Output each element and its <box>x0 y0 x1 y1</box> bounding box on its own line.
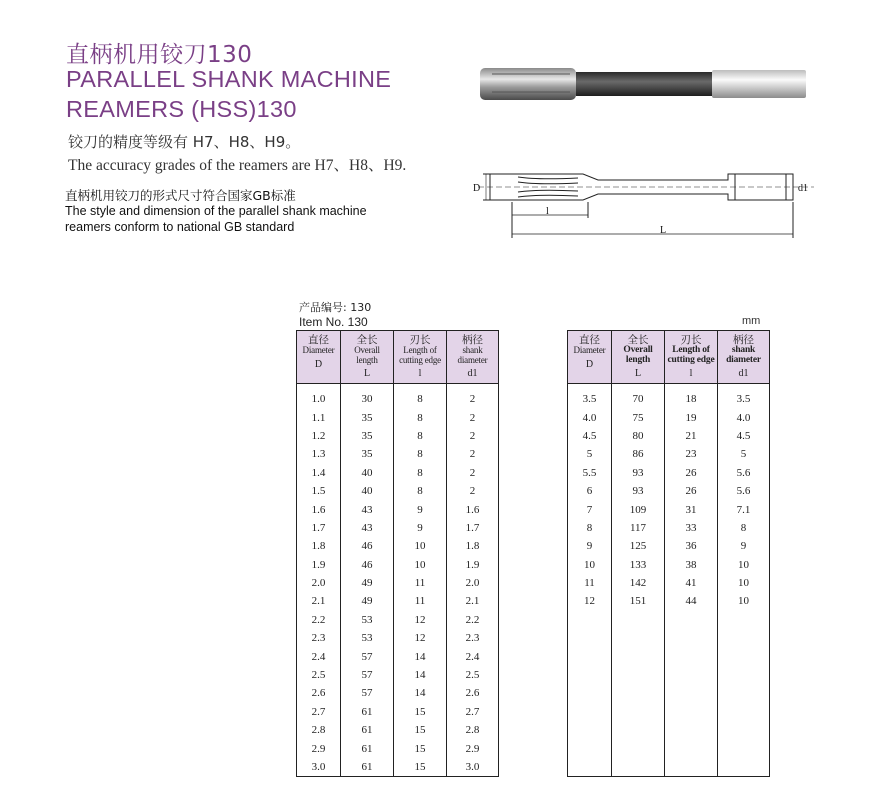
table-row <box>568 500 770 518</box>
reamer-technical-drawing <box>468 158 818 240</box>
table-row <box>568 647 770 665</box>
table-cell: 9 <box>394 519 447 537</box>
table-cell: 9 <box>394 500 447 518</box>
header-en-label: Diameter <box>573 345 606 355</box>
spec-table-1 <box>296 330 499 777</box>
table-row <box>568 574 770 592</box>
table-cell <box>568 739 612 757</box>
table-row <box>297 445 499 463</box>
accuracy-note-en: The accuracy grades of the reamers are H7、H8、H9. <box>68 157 407 174</box>
label-l: l <box>546 206 549 217</box>
table-cell: 8 <box>394 464 447 482</box>
table-row <box>568 384 770 409</box>
table-cell: 2.3 <box>447 629 499 647</box>
header-cn-label: 刃长 <box>680 334 702 346</box>
table-cell: 15 <box>394 703 447 721</box>
header-symbol: D <box>314 358 323 370</box>
table-cell: 109 <box>612 500 665 518</box>
header-symbol: L <box>634 368 642 379</box>
table-row <box>297 556 499 574</box>
table-cell <box>718 647 770 665</box>
table-cell: 35 <box>341 445 394 463</box>
table-cell: 61 <box>341 721 394 739</box>
table-row <box>297 574 499 592</box>
table-cell: 1.0 <box>297 384 341 409</box>
table-cell: 30 <box>341 384 394 409</box>
standard-note-en-line2: reamers conform to national GB standard <box>65 220 295 234</box>
table-row <box>297 482 499 500</box>
table-cell: 80 <box>612 427 665 445</box>
header-cn-label: 直径 <box>579 334 600 346</box>
table-cell: 2.1 <box>447 592 499 610</box>
table-cell: 93 <box>612 482 665 500</box>
table-cell: 2.7 <box>297 703 341 721</box>
table-cell: 10 <box>394 537 447 555</box>
header-symbol: D <box>585 358 594 370</box>
table-cell: 2.6 <box>447 684 499 702</box>
table-cell: 2.7 <box>447 703 499 721</box>
table-cell: 8 <box>394 408 447 426</box>
table-row <box>297 629 499 647</box>
column-header <box>612 331 665 384</box>
table-row <box>568 629 770 647</box>
table-cell: 57 <box>341 666 394 684</box>
table-cell <box>665 684 718 702</box>
table-cell: 57 <box>341 647 394 665</box>
table-cell <box>665 758 718 777</box>
table-cell: 1.9 <box>297 556 341 574</box>
table-row <box>568 758 770 777</box>
table-cell: 44 <box>665 592 718 610</box>
table-row <box>297 666 499 684</box>
standard-note-en-line1: The style and dimension of the parallel shank machine <box>65 204 367 218</box>
table-row <box>297 647 499 665</box>
table-cell: 4.5 <box>718 427 770 445</box>
table-cell: 14 <box>394 666 447 684</box>
table-cell: 7 <box>568 500 612 518</box>
table-cell <box>718 629 770 647</box>
table-cell: 1.9 <box>447 556 499 574</box>
table-cell: 2.6 <box>297 684 341 702</box>
table-cell: 46 <box>341 556 394 574</box>
header-cn-label: 全长 <box>356 334 378 346</box>
table-cell: 10 <box>718 574 770 592</box>
table-row <box>568 666 770 684</box>
table-cell <box>612 666 665 684</box>
table-cell <box>665 721 718 739</box>
header-cn-label: 刃长 <box>409 334 431 346</box>
table-row <box>297 721 499 739</box>
table-cell <box>568 703 612 721</box>
table-row <box>568 556 770 574</box>
table-cell <box>718 684 770 702</box>
header-en-label: shank <box>731 345 756 355</box>
table-cell: 1.8 <box>297 537 341 555</box>
table-cell: 3.5 <box>568 384 612 409</box>
table-row <box>568 611 770 629</box>
table-cell: 15 <box>394 721 447 739</box>
table-cell: 11 <box>568 574 612 592</box>
standard-note-cn: 直柄机用铰刀的形式尺寸符合国家GB标准 <box>65 188 296 203</box>
table-cell: 151 <box>612 592 665 610</box>
table-cell: 41 <box>665 574 718 592</box>
table-row <box>568 482 770 500</box>
table-cell: 1.6 <box>297 500 341 518</box>
table-cell <box>568 611 612 629</box>
table-cell: 2.0 <box>297 574 341 592</box>
table-cell <box>718 739 770 757</box>
table-cell <box>568 758 612 777</box>
table-cell: 15 <box>394 739 447 757</box>
table-row <box>568 519 770 537</box>
table-cell: 61 <box>341 739 394 757</box>
table-cell: 10 <box>394 556 447 574</box>
table-cell: 4.0 <box>718 408 770 426</box>
column-header <box>665 331 718 384</box>
column-header <box>718 331 770 384</box>
table-cell: 49 <box>341 574 394 592</box>
table-cell: 36 <box>665 537 718 555</box>
table-cell: 61 <box>341 758 394 777</box>
unit-label: mm <box>742 315 761 327</box>
table-cell <box>718 721 770 739</box>
table-cell: 12 <box>394 629 447 647</box>
table-cell: 8 <box>568 519 612 537</box>
label-d1: d1 <box>798 183 808 194</box>
table-cell <box>612 684 665 702</box>
table-row <box>297 408 499 426</box>
table-cell: 5.5 <box>568 464 612 482</box>
table-cell: 5.6 <box>718 482 770 500</box>
header-symbol: l <box>689 368 693 379</box>
header-symbol: d1 <box>467 368 478 379</box>
header-symbol: l <box>418 368 422 379</box>
table-cell: 40 <box>341 464 394 482</box>
table-cell <box>665 647 718 665</box>
spec-table-2 <box>567 330 770 777</box>
table-cell: 1.7 <box>297 519 341 537</box>
table-cell <box>665 739 718 757</box>
table-cell: 2.2 <box>447 611 499 629</box>
accuracy-note-cn: 铰刀的精度等级有 H7、H8、H9。 <box>68 133 301 151</box>
header-en-label: diameter <box>726 354 761 365</box>
header-en-label: Length of <box>672 345 710 355</box>
table-cell: 12 <box>568 592 612 610</box>
table-row <box>297 611 499 629</box>
table-cell: 2 <box>447 408 499 426</box>
table-cell: 8 <box>394 482 447 500</box>
header-cn-label: 柄径 <box>462 334 483 346</box>
table-cell: 10 <box>568 556 612 574</box>
table-cell: 10 <box>718 592 770 610</box>
column-header <box>297 331 341 384</box>
header-en-label: Length of <box>403 345 437 355</box>
table-cell: 2.4 <box>447 647 499 665</box>
table-row <box>568 703 770 721</box>
table-cell <box>718 703 770 721</box>
table-cell <box>718 758 770 777</box>
table-cell <box>665 629 718 647</box>
table-cell: 11 <box>394 592 447 610</box>
table-cell: 2 <box>447 445 499 463</box>
table-cell <box>568 647 612 665</box>
table-row <box>297 519 499 537</box>
table-cell <box>612 758 665 777</box>
product-number-cn: 产品编号: 130 <box>299 301 372 314</box>
table-cell: 5 <box>718 445 770 463</box>
table-row <box>297 592 499 610</box>
reamer-photo <box>478 66 808 102</box>
table-cell: 14 <box>394 647 447 665</box>
table-cell: 2 <box>447 384 499 409</box>
table-row <box>297 427 499 445</box>
table-cell: 31 <box>665 500 718 518</box>
table-cell: 2.3 <box>297 629 341 647</box>
header-en-label: diameter <box>457 354 488 365</box>
table-cell: 40 <box>341 482 394 500</box>
table-cell: 2.9 <box>447 739 499 757</box>
header-cn-label: 直径 <box>308 334 329 346</box>
table-row <box>297 464 499 482</box>
table-cell: 2 <box>447 482 499 500</box>
table-row <box>568 445 770 463</box>
table-cell: 46 <box>341 537 394 555</box>
table-cell: 35 <box>341 408 394 426</box>
header-cn-label: 柄径 <box>733 334 754 346</box>
table-cell: 49 <box>341 592 394 610</box>
table-row <box>568 427 770 445</box>
header-en-label: Diameter <box>302 345 335 355</box>
table-cell: 1.5 <box>297 482 341 500</box>
page-title-en-line1: PARALLEL SHANK MACHINE <box>66 66 392 92</box>
table-row <box>568 537 770 555</box>
table-cell: 2.0 <box>447 574 499 592</box>
table-row <box>297 758 499 777</box>
header-en-label: length <box>356 354 378 365</box>
table-cell: 61 <box>341 703 394 721</box>
table-cell: 75 <box>612 408 665 426</box>
table-cell: 9 <box>568 537 612 555</box>
header-en-label: shank <box>462 345 483 355</box>
table-cell: 5.6 <box>718 464 770 482</box>
table-cell <box>718 611 770 629</box>
table-cell <box>612 647 665 665</box>
table-cell: 43 <box>341 519 394 537</box>
table-cell: 93 <box>612 464 665 482</box>
header-en-label: Overall <box>623 345 653 355</box>
table-cell: 21 <box>665 427 718 445</box>
table-cell: 125 <box>612 537 665 555</box>
table-row <box>568 464 770 482</box>
header-symbol: d1 <box>738 368 749 379</box>
table-cell: 1.6 <box>447 500 499 518</box>
table-row <box>297 739 499 757</box>
table-row <box>568 592 770 610</box>
page-title-en-line2: REAMERS (HSS)130 <box>66 96 297 122</box>
table-cell: 35 <box>341 427 394 445</box>
table-cell: 2.9 <box>297 739 341 757</box>
table-cell: 2 <box>447 464 499 482</box>
table-cell: 2.8 <box>447 721 499 739</box>
table-cell: 2.2 <box>297 611 341 629</box>
table-cell: 5 <box>568 445 612 463</box>
table-cell: 33 <box>665 519 718 537</box>
table-cell: 2.8 <box>297 721 341 739</box>
table-cell: 117 <box>612 519 665 537</box>
table-cell: 3.0 <box>447 758 499 777</box>
table-cell: 53 <box>341 629 394 647</box>
table-cell: 2.4 <box>297 647 341 665</box>
label-L: L <box>660 225 667 236</box>
table-cell: 7.1 <box>718 500 770 518</box>
table-cell: 11 <box>394 574 447 592</box>
table-cell: 1.1 <box>297 408 341 426</box>
table-cell: 8 <box>718 519 770 537</box>
table-cell: 1.8 <box>447 537 499 555</box>
table-cell: 2.1 <box>297 592 341 610</box>
table-cell <box>612 721 665 739</box>
table-cell: 57 <box>341 684 394 702</box>
table-cell <box>612 629 665 647</box>
header-cn-label: 全长 <box>627 334 649 346</box>
table-cell: 23 <box>665 445 718 463</box>
table-cell: 12 <box>394 611 447 629</box>
table-cell: 8 <box>394 384 447 409</box>
table-row <box>297 537 499 555</box>
table-cell: 43 <box>341 500 394 518</box>
table-cell <box>568 629 612 647</box>
column-header <box>394 331 447 384</box>
table-cell: 3.5 <box>718 384 770 409</box>
table-row <box>568 684 770 702</box>
table-row <box>568 408 770 426</box>
table-row <box>297 703 499 721</box>
table-cell <box>665 611 718 629</box>
table-cell: 1.4 <box>297 464 341 482</box>
table-cell: 38 <box>665 556 718 574</box>
product-number-en: Item No. 130 <box>299 315 368 329</box>
table-row <box>297 500 499 518</box>
table-cell: 8 <box>394 445 447 463</box>
table-row <box>297 384 499 409</box>
header-en-label: cutting edge <box>399 354 441 365</box>
table-cell: 1.7 <box>447 519 499 537</box>
table-cell <box>665 666 718 684</box>
table-cell: 26 <box>665 464 718 482</box>
header-en-label: cutting edge <box>667 354 715 365</box>
table-cell: 10 <box>718 556 770 574</box>
table-cell: 1.3 <box>297 445 341 463</box>
table-cell: 4.0 <box>568 408 612 426</box>
header-en-label: length <box>625 354 651 365</box>
table-cell: 3.0 <box>297 758 341 777</box>
label-D: D <box>473 183 481 194</box>
table-cell: 8 <box>394 427 447 445</box>
table-row <box>568 721 770 739</box>
table-row <box>568 739 770 757</box>
table-cell <box>612 703 665 721</box>
table-cell <box>665 703 718 721</box>
table-cell: 4.5 <box>568 427 612 445</box>
table-cell: 26 <box>665 482 718 500</box>
table-cell: 2.5 <box>447 666 499 684</box>
header-symbol: L <box>363 368 371 379</box>
table-cell: 9 <box>718 537 770 555</box>
table-cell: 19 <box>665 408 718 426</box>
table-cell <box>612 739 665 757</box>
table-cell: 14 <box>394 684 447 702</box>
table-cell: 133 <box>612 556 665 574</box>
table-cell: 86 <box>612 445 665 463</box>
table-cell <box>568 721 612 739</box>
table-row <box>297 684 499 702</box>
table-cell: 6 <box>568 482 612 500</box>
table-cell <box>568 684 612 702</box>
table-cell: 2.5 <box>297 666 341 684</box>
table-cell: 1.2 <box>297 427 341 445</box>
column-header <box>568 331 612 384</box>
table-cell: 2 <box>447 427 499 445</box>
table-cell <box>718 666 770 684</box>
column-header <box>341 331 394 384</box>
table-cell <box>568 666 612 684</box>
table-cell: 142 <box>612 574 665 592</box>
table-cell: 15 <box>394 758 447 777</box>
column-header <box>447 331 499 384</box>
table-cell: 18 <box>665 384 718 409</box>
page-title-cn: 直柄机用铰刀130 <box>66 42 253 68</box>
table-cell: 70 <box>612 384 665 409</box>
table-cell: 53 <box>341 611 394 629</box>
header-en-label: Overall <box>354 345 380 355</box>
table-cell <box>612 611 665 629</box>
